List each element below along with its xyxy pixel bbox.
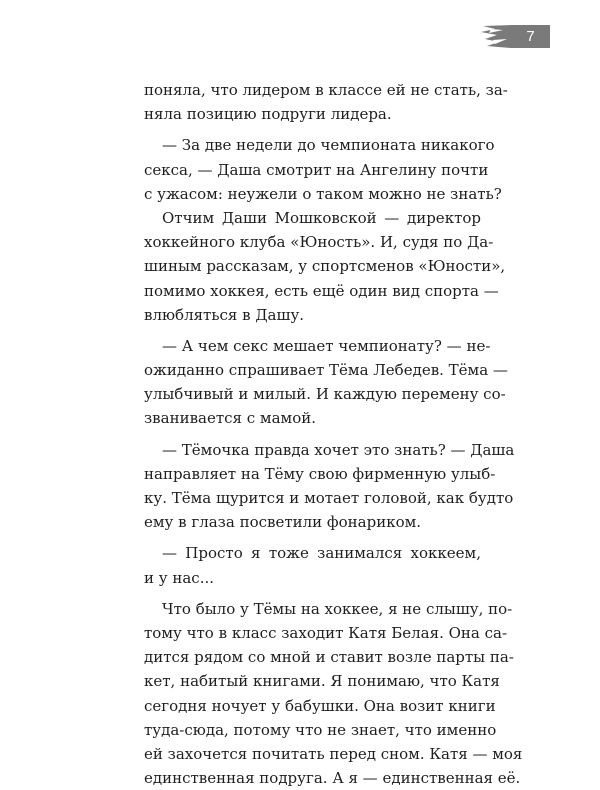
- text-line: Отчим Даши Мошковской — директор: [162, 208, 481, 227]
- text-line: ку. Тёма щурится и мотает головой, как будто: [144, 489, 514, 507]
- text-line: хоккейного клуба «Юность». И, судя по Да-: [144, 233, 494, 252]
- text-line: единственная подруга. А я — единственная её.: [144, 769, 521, 788]
- page-number: 7: [526, 28, 535, 45]
- text-line: шиным рассказам, у спортсменов «Юности»,: [144, 257, 506, 276]
- text-line: улыбчивый и милый. И каждую перемену со-: [144, 385, 506, 404]
- text-line: и у нас...: [144, 568, 215, 587]
- page-number-tab: [481, 25, 550, 48]
- text-line: сегодня ночует у бабушки. Она возит книги: [144, 696, 496, 715]
- text-line: помимо хоккея, есть ещё один вид спорта —: [144, 281, 499, 300]
- text-line: с ужасом: неужели о таком можно не знать?: [144, 184, 502, 203]
- text-line: ожиданно спрашивает Тёма Лебедев. Тёма —: [144, 361, 508, 380]
- text-line: званивается с мамой.: [144, 409, 317, 428]
- body-text: [144, 78, 523, 790]
- text-line: — А чем секс мешает чемпионату? — не-: [162, 336, 491, 355]
- text-line: влюбляться в Дашу.: [144, 305, 305, 324]
- text-line: дится рядом со мной и ставит возле парты па-: [144, 648, 514, 667]
- text-line: поняла, что лидером в классе ей не стать, за-: [144, 81, 508, 99]
- text-line: направляет на Тёму свою фирменную улыб-: [144, 464, 496, 483]
- text-line: — За две недели до чемпионата никакого: [162, 136, 495, 155]
- text-line: тому что в класс заходит Катя Белая. Она са-: [144, 623, 508, 642]
- text-line: ему в глаза посветили фонариком.: [144, 513, 422, 532]
- text-line: кет, набитый книгами. Я понимаю, что Катя: [144, 672, 500, 691]
- text-line: Что было у Тёмы на хоккее, я не слышу, по-: [162, 599, 513, 618]
- text-line: секса, — Даша смотрит на Ангелину почти: [144, 160, 489, 179]
- text-line: — Тёмочка правда хочет это знать? — Даша: [162, 440, 515, 459]
- text-line: ей захочется почитать перед сном. Катя — моя: [144, 744, 523, 763]
- text-line: туда-сюда, потому что не знает, что именно: [144, 720, 497, 739]
- text-line: няла позицию подруги лидера.: [144, 105, 392, 124]
- text-line: — Просто я тоже занимался хоккеем,: [162, 544, 481, 563]
